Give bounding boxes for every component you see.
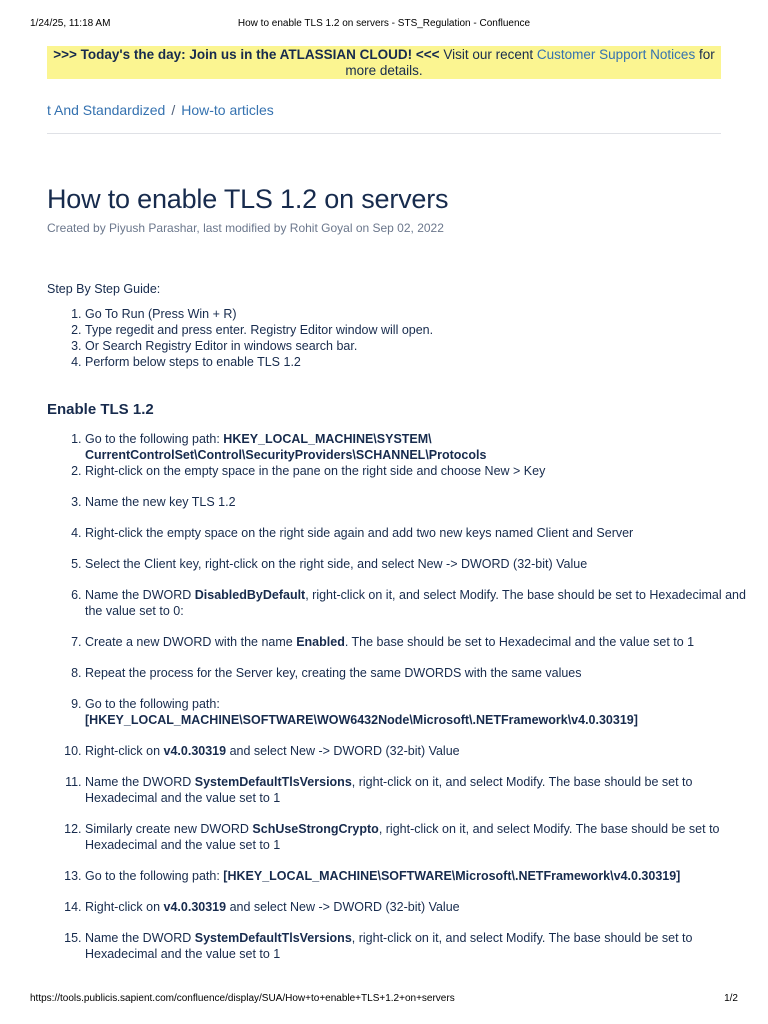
section-heading: Enable TLS 1.2 bbox=[47, 401, 154, 418]
intro-text: Step By Step Guide: bbox=[47, 282, 161, 296]
list-item: 2. Right-click on the empty space in the pane on the right side and choose New > Key bbox=[85, 463, 759, 479]
list-item: 15. Name the DWORD SystemDefaultTlsVersions, right-click on it, and select Modify. The base should be set to Hexadecimal and the value set to 1 bbox=[85, 930, 759, 962]
registry-path: [HKEY_LOCAL_MACHINE\SOFTWARE\Microsoft\.NETFramework\v4.0.30319] bbox=[223, 869, 681, 883]
list-item: 1. Go to the following path: HKEY_LOCAL_MACHINE\SYSTEM\ CurrentControlSet\Control\SecurityProviders\SCHANNEL\Protocols bbox=[85, 431, 759, 463]
list-item: 13. Go to the following path: [HKEY_LOCAL_MACHINE\SOFTWARE\Microsoft\.NETFramework\v4.0.30319] bbox=[85, 868, 759, 884]
banner-text: Visit our recent bbox=[443, 47, 534, 62]
guide-steps-list bbox=[47, 306, 759, 370]
page-url: https://tools.publicis.sapient.com/confluence/display/SUA/How+to+enable+TLS+1.2+on+servers bbox=[30, 993, 455, 1004]
breadcrumb-separator: / bbox=[171, 102, 176, 118]
breadcrumb-item-standardized[interactable]: t And Standardized bbox=[47, 102, 166, 118]
page-number: 1/2 bbox=[724, 993, 738, 1004]
list-item: 10. Right-click on v4.0.30319 and select New -> DWORD (32-bit) Value bbox=[85, 743, 759, 759]
print-header bbox=[30, 18, 738, 32]
list-item: 7. Create a new DWORD with the name Enabled. The base should be set to Hexadecimal and the value set to 1 bbox=[85, 634, 759, 650]
page-title: How to enable TLS 1.2 on servers bbox=[47, 184, 449, 214]
tls-steps-list bbox=[47, 431, 759, 977]
list-item: 8. Repeat the process for the Server key, creating the same DWORDS with the same values bbox=[85, 665, 759, 681]
page-metadata: Created by Piyush Parashar, last modified by Rohit Goyal on Sep 02, 2022 bbox=[47, 221, 444, 235]
list-item: 1. Go To Run (Press Win + R) bbox=[85, 306, 759, 322]
print-datetime: 1/24/25, 11:18 AM bbox=[30, 18, 111, 29]
registry-path: [HKEY_LOCAL_MACHINE\SOFTWARE\WOW6432Node\Microsoft\.NETFramework\v4.0.30319] bbox=[85, 713, 638, 727]
customer-support-notices-link[interactable]: Customer Support Notices bbox=[536, 47, 696, 62]
list-item: 4. Right-click the empty space on the right side again and add two new keys named Client and Server bbox=[85, 525, 759, 541]
banner-headline: >>> Today's the day: Join us in the ATLASSIAN CLOUD! <<< bbox=[53, 47, 440, 62]
print-page-title: How to enable TLS 1.2 on servers - STS_Regulation - Confluence bbox=[237, 18, 531, 29]
list-item: 4. Perform below steps to enable TLS 1.2 bbox=[85, 354, 759, 370]
list-item: 3. Name the new key TLS 1.2 bbox=[85, 494, 759, 510]
list-item: 5. Select the Client key, right-click on the right side, and select New -> DWORD (32-bit) Value bbox=[85, 556, 759, 572]
divider bbox=[47, 133, 721, 134]
list-item: 2. Type regedit and press enter. Registry Editor window will open. bbox=[85, 322, 759, 338]
list-item: 6. Name the DWORD DisabledByDefault, right-click on it, and select Modify. The base should be set to Hexadecimal and the value set to 0: bbox=[85, 587, 759, 619]
breadcrumb bbox=[47, 102, 274, 118]
list-item: 14. Right-click on v4.0.30319 and select New -> DWORD (32-bit) Value bbox=[85, 899, 759, 915]
list-item: 3. Or Search Registry Editor in windows search bar. bbox=[85, 338, 759, 354]
print-footer bbox=[30, 993, 738, 1007]
announcement-banner bbox=[47, 46, 721, 79]
list-item: 11. Name the DWORD SystemDefaultTlsVersions, right-click on it, and select Modify. The base should be set to Hexadecimal and the value set to 1 bbox=[85, 774, 759, 806]
breadcrumb-item-how-to-articles[interactable]: How-to articles bbox=[181, 102, 274, 118]
list-item: 9. Go to the following path: [HKEY_LOCAL_MACHINE\SOFTWARE\WOW6432Node\Microsoft\.NETFramework\v4.0.30319] bbox=[85, 696, 759, 728]
banner-text-after: for more details. bbox=[345, 47, 715, 78]
registry-path: HKEY_LOCAL_MACHINE\SYSTEM\ CurrentControlSet\Control\SecurityProviders\SCHANNEL\Protocols bbox=[85, 432, 487, 462]
list-item: 12. Similarly create new DWORD SchUseStrongCrypto, right-click on it, and select Modify. The base should be set to Hexadecimal and the value set to 1 bbox=[85, 821, 759, 853]
